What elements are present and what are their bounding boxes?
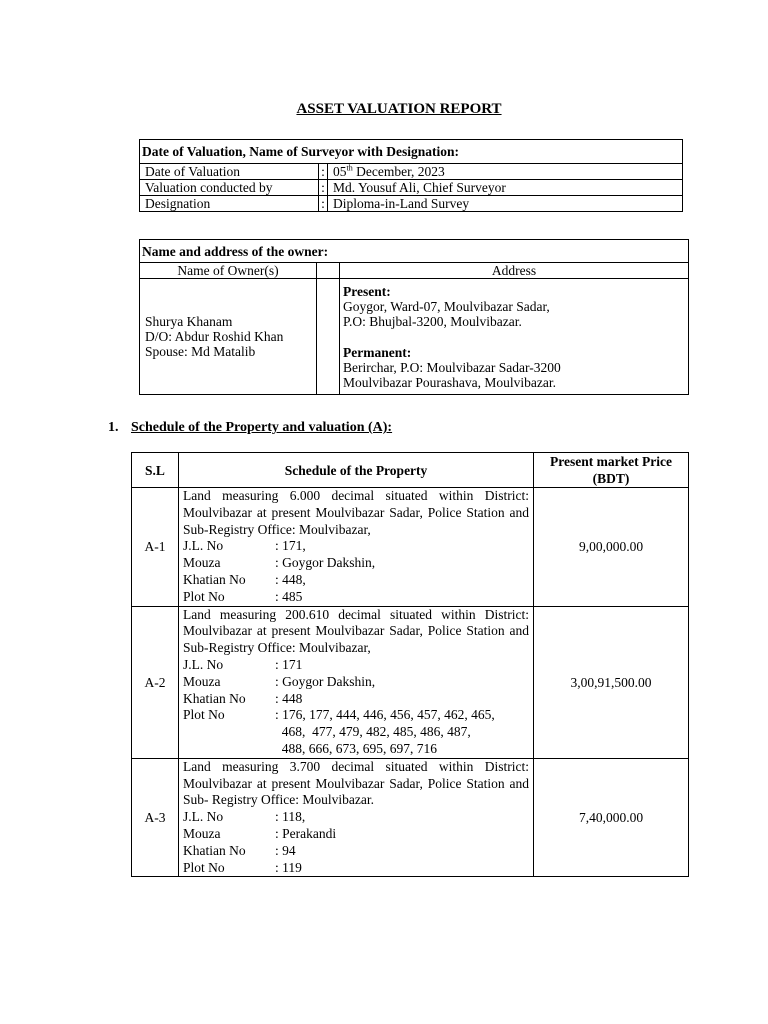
mouza-value: : Goygor Dakshin, <box>275 555 376 571</box>
row-serial: A-1 <box>132 488 179 607</box>
mouza-label: Mouza <box>183 673 221 689</box>
jl-label: J.L. No <box>183 656 224 672</box>
owner-spouse: Spouse: Md Matalib <box>145 344 256 359</box>
table-row <box>140 180 683 196</box>
jl-label: J.L. No <box>183 809 224 825</box>
plot-value: : 485 <box>275 588 303 604</box>
owner-name-column-header: Name of Owner(s) <box>140 263 317 279</box>
property-schedule-cell <box>179 488 534 607</box>
permanent-address-line: Berirchar, P.O: Moulvibazar Sadar-3200 <box>343 359 561 375</box>
plot-list-line: 468, 477, 479, 482, 485, 486, 487, <box>275 724 471 740</box>
valuation-heading: Date of Valuation, Name of Surveyor with Designation: <box>140 140 683 164</box>
separator: : <box>319 164 328 180</box>
property-description: Land measuring 200.610 decimal situated within District: Moulvibazar at present Moulvibazar Sadar, Police Station and Sub-Registry Office: Moulvibazar, <box>183 606 529 656</box>
jl-value: : 171, <box>275 538 306 554</box>
plot-list-line: 488, 666, 673, 695, 697, 716 <box>275 740 437 756</box>
column-gap <box>317 279 340 395</box>
present-address-line: Goygor, Ward-07, Moulvibazar Sadar, <box>343 298 550 314</box>
jl-value: : 171 <box>275 656 303 672</box>
separator: : <box>319 180 328 196</box>
property-schedule-table <box>131 452 689 877</box>
column-gap <box>317 263 340 279</box>
property-schedule-cell <box>179 758 534 877</box>
price-column-header: Present market Price (BDT) <box>534 453 689 488</box>
table-row <box>140 196 683 212</box>
owner-name-cell <box>140 279 317 395</box>
section-number: 1. <box>108 420 119 435</box>
market-price: 9,00,000.00 <box>534 488 689 607</box>
plot-label: Plot No <box>183 707 225 723</box>
permanent-address-label: Permanent: <box>343 344 412 360</box>
section-heading <box>108 420 392 436</box>
khatian-value: : 448 <box>275 690 303 706</box>
khatian-label: Khatian No <box>183 690 246 706</box>
address-column-header: Address <box>340 263 689 279</box>
separator: : <box>319 196 328 212</box>
row-serial: A-2 <box>132 606 179 758</box>
market-price: 3,00,91,500.00 <box>534 606 689 758</box>
table-row <box>140 164 683 180</box>
table-row <box>132 488 689 607</box>
designation-label: Designation <box>140 196 319 212</box>
surveyor-label: Valuation conducted by <box>140 180 319 196</box>
valuation-info-table <box>139 139 683 212</box>
surveyor-value: Md. Yousuf Ali, Chief Surveyor <box>328 180 683 196</box>
mouza-label: Mouza <box>183 555 221 571</box>
row-serial: A-3 <box>132 758 179 877</box>
plot-label: Plot No <box>183 588 225 604</box>
plot-value <box>275 707 529 757</box>
designation-value: Diploma-in-Land Survey <box>328 196 683 212</box>
mouza-label: Mouza <box>183 825 221 841</box>
property-description: Land measuring 6.000 decimal situated within District: Moulvibazar at present Moulvibazar Sadar, Police Station and Sub-Registry Office: Moulvibazar, <box>183 488 529 537</box>
jl-value: : 118, <box>275 809 306 825</box>
section-title: Schedule of the Property and valuation (A): <box>131 420 393 435</box>
jl-label: J.L. No <box>183 538 224 554</box>
schedule-column-header: Schedule of the Property <box>179 453 534 488</box>
address-cell <box>340 279 689 395</box>
mouza-value: : Goygor Dakshin, <box>275 673 376 689</box>
owner-table <box>139 239 689 395</box>
plot-value: : 119 <box>275 859 302 875</box>
table-row <box>132 606 689 758</box>
khatian-label: Khatian No <box>183 571 246 587</box>
khatian-label: Khatian No <box>183 842 246 858</box>
valuation-date-label: Date of Valuation <box>140 164 319 180</box>
plot-list-line: : 176, 177, 444, 446, 456, 457, 462, 465, <box>275 707 495 723</box>
owner-heading: Name and address of the owner: <box>140 240 689 263</box>
property-description: Land measuring 3.700 decimal situated within District: Moulvibazar at present Moulvibazar Sadar, Police Station and Sub- Registry Office: Moulvibazar. <box>183 758 529 808</box>
owner-name: Shurya Khanam <box>145 314 233 329</box>
present-address-label: Present: <box>343 283 391 299</box>
permanent-address-line: Moulvibazar Pourashava, Moulvibazar. <box>343 374 556 390</box>
market-price: 7,40,000.00 <box>534 758 689 877</box>
khatian-value: : 448, <box>275 571 306 587</box>
owner-father: D/O: Abdur Roshid Khan <box>145 329 284 344</box>
valuation-date-value: 05th December, 2023 <box>328 164 683 180</box>
sl-column-header: S.L <box>132 453 179 488</box>
table-row <box>132 758 689 877</box>
present-address-line: P.O: Bhujbal-3200, Moulvibazar. <box>343 313 522 329</box>
mouza-value: : Perakandi <box>275 825 337 841</box>
khatian-value: : 94 <box>275 842 296 858</box>
report-title: ASSET VALUATION REPORT <box>296 101 502 117</box>
property-schedule-cell <box>179 606 534 758</box>
plot-label: Plot No <box>183 859 225 875</box>
